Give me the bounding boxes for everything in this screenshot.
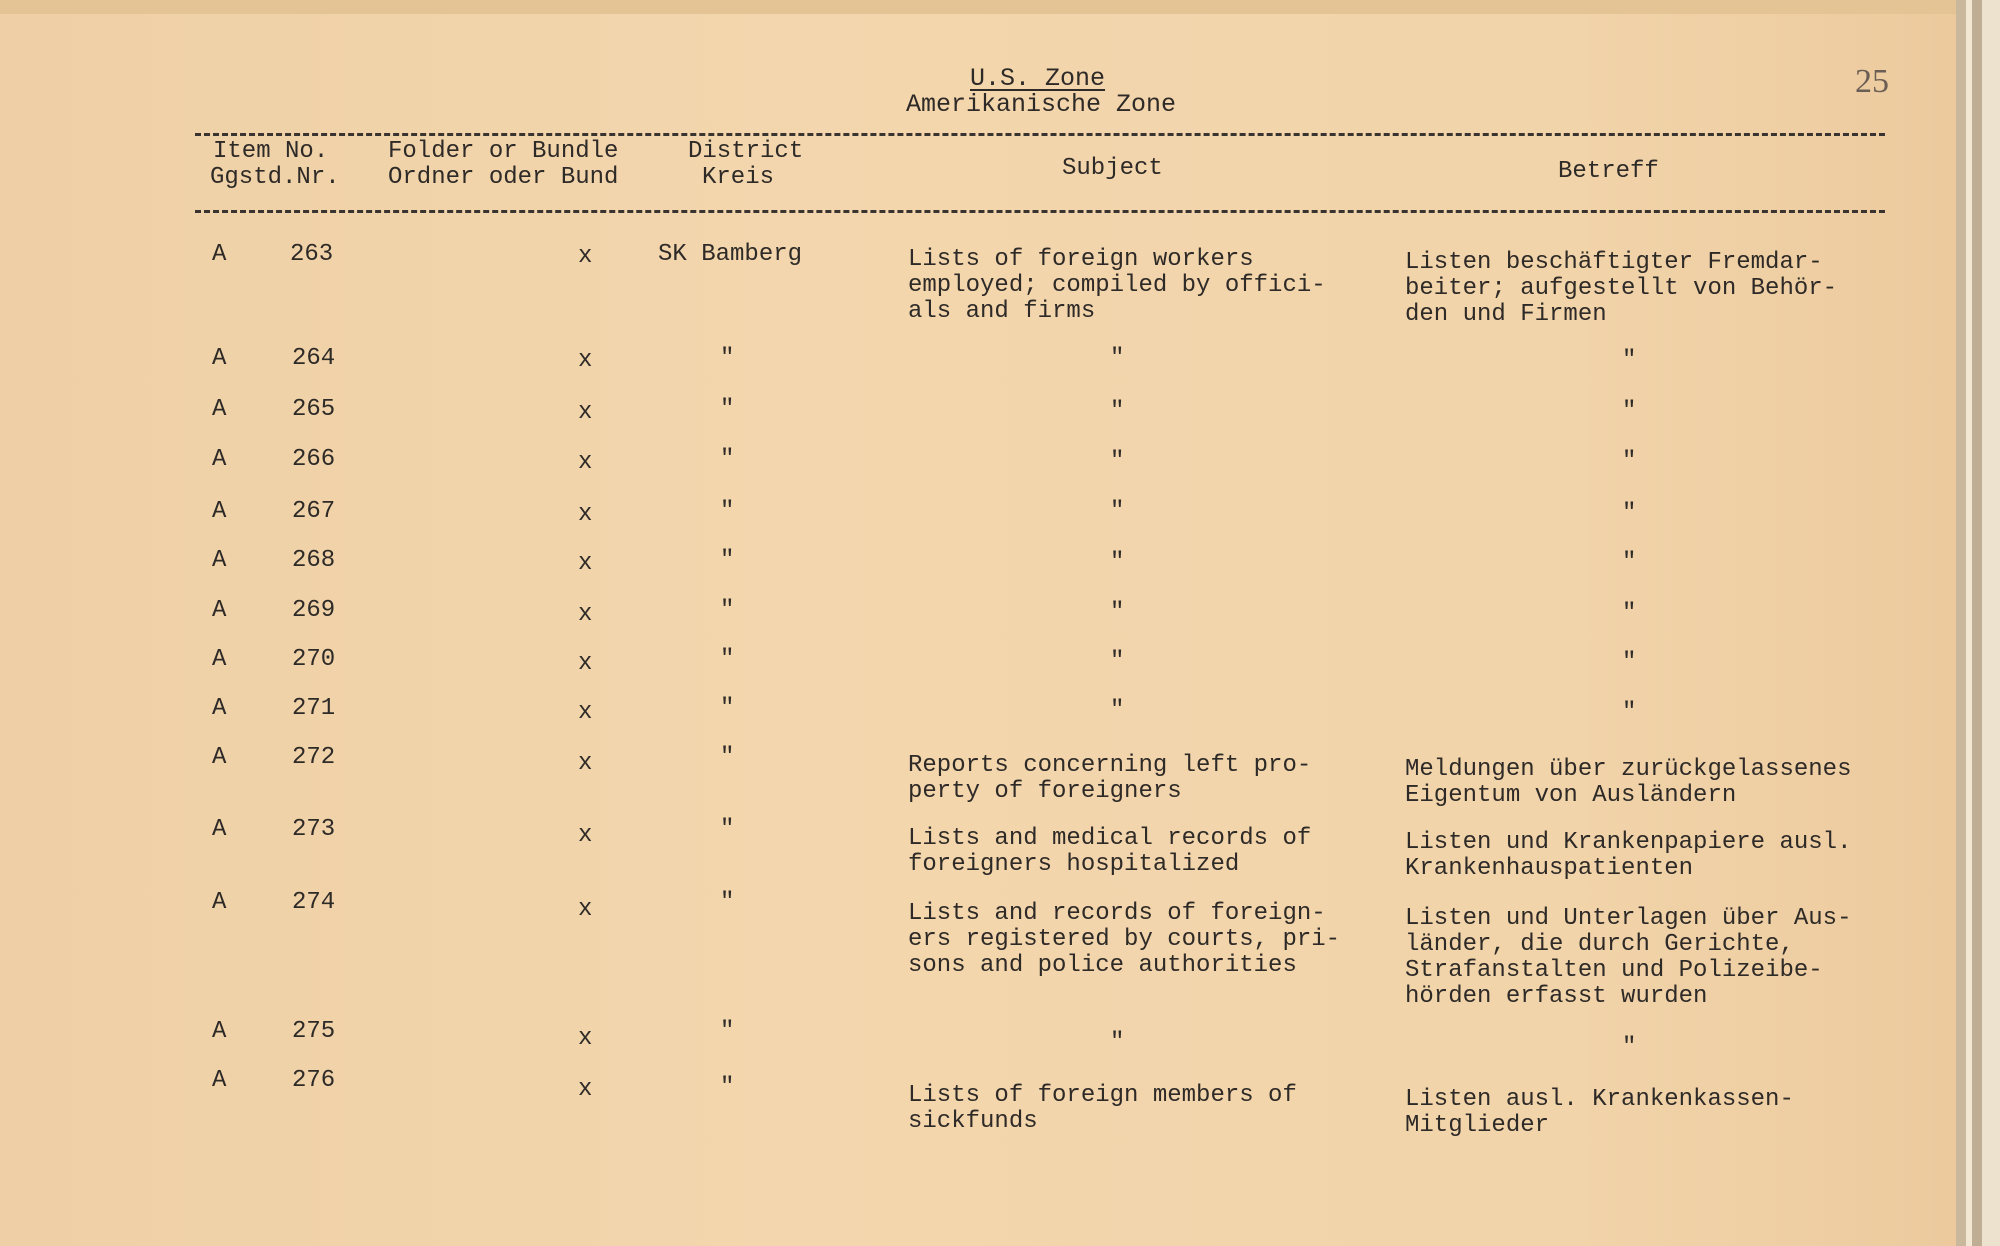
betreff-cell: " <box>1622 649 1637 676</box>
item-number: 268 <box>292 547 336 574</box>
district-cell: SK Bamberg <box>658 241 803 268</box>
item-number: 270 <box>292 646 336 673</box>
bundle-mark: x <box>578 399 593 426</box>
district-cell: " <box>720 446 735 473</box>
bundle-mark: x <box>578 822 593 849</box>
district-cell: " <box>720 816 735 843</box>
item-letter: A <box>212 816 227 843</box>
district-cell: " <box>720 597 735 624</box>
col-header-district-de: Kreis <box>702 164 775 191</box>
item-number: 269 <box>292 597 336 624</box>
item-letter: A <box>212 1067 227 1094</box>
item-letter: A <box>212 241 227 268</box>
subject-cell: " <box>1110 549 1125 576</box>
betreff-cell: " <box>1622 1034 1637 1061</box>
subject-cell: Reports concerning left pro- perty of foreigners <box>908 752 1312 805</box>
subject-cell: Lists and records of foreign- ers registered by courts, pri- sons and police authorities <box>908 900 1341 979</box>
bundle-mark: x <box>578 601 593 628</box>
col-header-item-de: Ggstd.Nr. <box>210 164 340 191</box>
subject-cell: " <box>1110 697 1125 724</box>
item-number: 274 <box>292 889 336 916</box>
district-cell: " <box>720 345 735 372</box>
header-top-rule <box>195 133 1885 136</box>
col-header-item-en: Item No. <box>213 138 329 165</box>
col-header-district-en: District <box>688 138 804 165</box>
zone-title-english: U.S. Zone <box>970 64 1106 93</box>
item-number: 263 <box>290 241 334 268</box>
subject-cell: " <box>1110 398 1125 425</box>
page-edge <box>1956 0 1966 1246</box>
item-number: 272 <box>292 744 336 771</box>
district-cell: " <box>720 1018 735 1045</box>
betreff-cell: Listen beschäftigter Fremdar- beiter; aufgestellt von Behör- den und Firmen <box>1405 249 1838 328</box>
betreff-cell: " <box>1622 347 1637 374</box>
item-number: 266 <box>292 446 336 473</box>
col-header-betreff: Betreff <box>1558 158 1659 185</box>
subject-cell: " <box>1110 599 1125 626</box>
district-cell: " <box>720 396 735 423</box>
subject-cell: Lists and medical records of foreigners hospitalized <box>908 825 1312 878</box>
bundle-mark: x <box>578 750 593 777</box>
page-edge <box>1972 0 1982 1246</box>
item-number: 276 <box>292 1067 336 1094</box>
item-number: 271 <box>292 695 336 722</box>
district-cell: " <box>720 695 735 722</box>
district-cell: " <box>720 1074 735 1101</box>
betreff-cell: Meldungen über zurückgelassenes Eigentum von Ausländern <box>1405 756 1852 809</box>
betreff-cell: " <box>1622 549 1637 576</box>
item-letter: A <box>212 889 227 916</box>
betreff-cell: Listen und Unterlagen über Aus- länder, die durch Gerichte, Strafanstalten und Polizeibe- hörden erfasst wurden <box>1405 905 1852 1010</box>
item-number: 265 <box>292 396 336 423</box>
bundle-mark: x <box>578 896 593 923</box>
item-letter: A <box>212 597 227 624</box>
bundle-mark: x <box>578 550 593 577</box>
item-letter: A <box>212 446 227 473</box>
bundle-mark: x <box>578 501 593 528</box>
district-cell: " <box>720 646 735 673</box>
item-number: 264 <box>292 345 336 372</box>
subject-cell: Lists of foreign members of sickfunds <box>908 1082 1297 1135</box>
col-header-subject: Subject <box>1062 155 1163 182</box>
page-top-shadow <box>0 0 1956 14</box>
betreff-cell: " <box>1622 600 1637 627</box>
item-number: 273 <box>292 816 336 843</box>
header-bottom-rule <box>195 210 1885 213</box>
betreff-cell: " <box>1622 500 1637 527</box>
col-header-folder-de: Ordner oder Bund <box>388 164 619 191</box>
col-header-folder-en: Folder or Bundle <box>388 138 619 165</box>
item-letter: A <box>212 547 227 574</box>
item-number: 267 <box>292 498 336 525</box>
bundle-mark: x <box>578 699 593 726</box>
page-number: 25 <box>1855 63 1889 100</box>
bundle-mark: x <box>578 243 593 270</box>
zone-title-german: Amerikanische Zone <box>906 90 1177 119</box>
bundle-mark: x <box>578 449 593 476</box>
betreff-cell: Listen ausl. Krankenkassen- Mitglieder <box>1405 1086 1794 1139</box>
subject-cell: " <box>1110 648 1125 675</box>
item-letter: A <box>212 498 227 525</box>
betreff-cell: " <box>1622 398 1637 425</box>
item-letter: A <box>212 345 227 372</box>
page-edge <box>1982 0 2000 1246</box>
bundle-mark: x <box>578 650 593 677</box>
item-letter: A <box>212 396 227 423</box>
district-cell: " <box>720 744 735 771</box>
item-letter: A <box>212 695 227 722</box>
item-number: 275 <box>292 1018 336 1045</box>
district-cell: " <box>720 498 735 525</box>
subject-cell: " <box>1110 448 1125 475</box>
bundle-mark: x <box>578 1076 593 1103</box>
item-letter: A <box>212 744 227 771</box>
bundle-mark: x <box>578 1025 593 1052</box>
item-letter: A <box>212 1018 227 1045</box>
district-cell: " <box>720 889 735 916</box>
district-cell: " <box>720 547 735 574</box>
item-letter: A <box>212 646 227 673</box>
subject-cell: " <box>1110 345 1125 372</box>
subject-cell: " <box>1110 1029 1125 1056</box>
betreff-cell: " <box>1622 448 1637 475</box>
betreff-cell: Listen und Krankenpapiere ausl. Krankenhauspatienten <box>1405 829 1852 882</box>
subject-cell: Lists of foreign workers employed; compiled by offici- als and firms <box>908 246 1326 325</box>
bundle-mark: x <box>578 347 593 374</box>
betreff-cell: " <box>1622 699 1637 726</box>
subject-cell: " <box>1110 498 1125 525</box>
